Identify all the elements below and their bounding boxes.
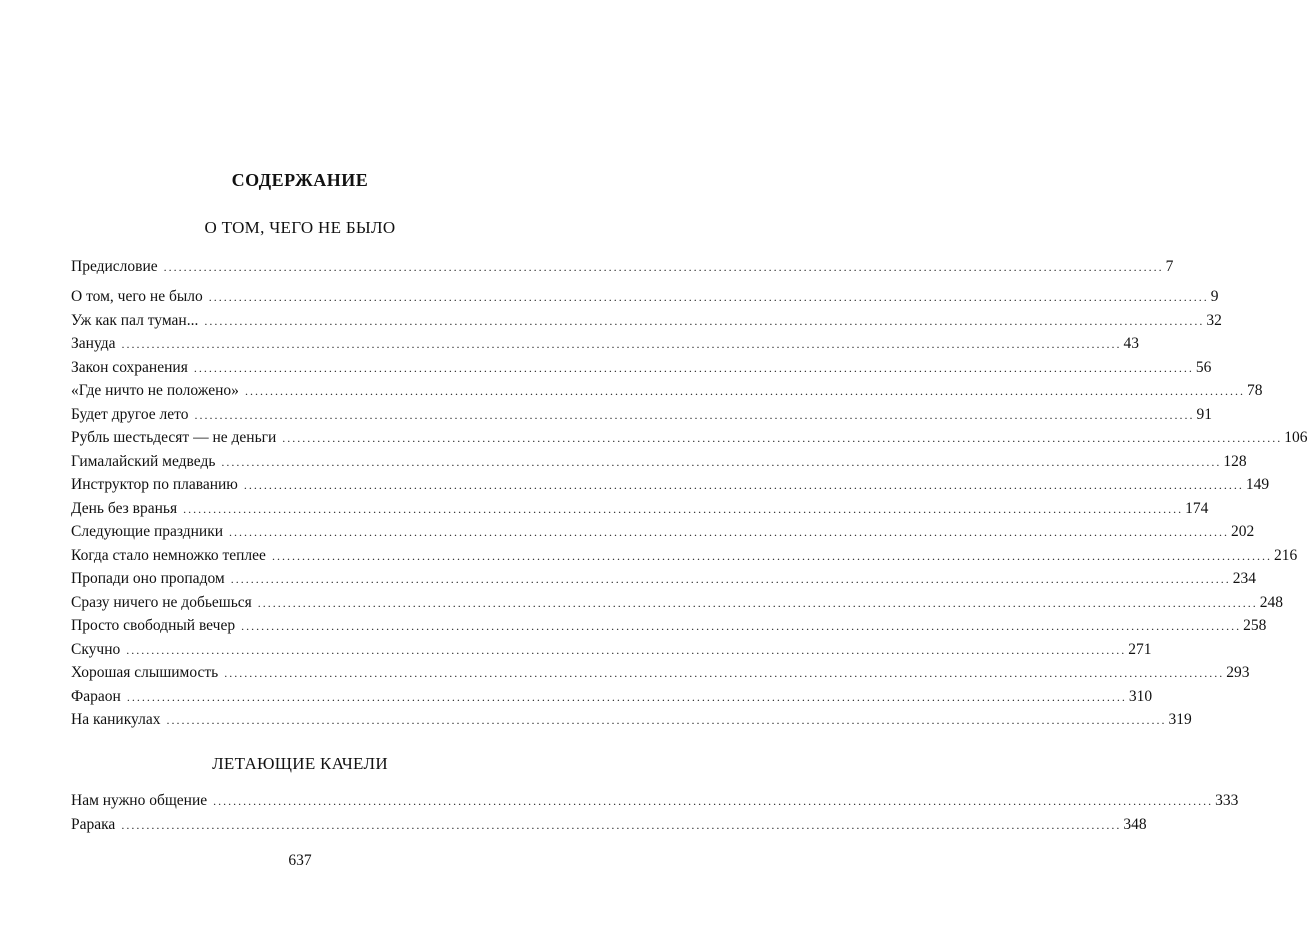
toc-entry-page: 202 bbox=[1231, 523, 1255, 540]
dot-leader: ........................................................................................................................................................................................................ bbox=[204, 313, 1205, 328]
toc-entry-page: 258 bbox=[1243, 617, 1267, 634]
toc-entry-title: Уж как пал туман... bbox=[71, 311, 199, 329]
toc-entry-page: 348 bbox=[1123, 816, 1147, 833]
toc-entry-title: Скучно bbox=[71, 640, 121, 658]
page-number: 637 bbox=[288, 852, 312, 869]
toc-entry-title: Будет другое лето bbox=[71, 405, 189, 423]
toc-entry-title: День без вранья bbox=[71, 499, 178, 517]
dot-leader: ........................................................................................................................................................................................................ bbox=[243, 478, 1244, 492]
dot-leader: ........................................................................................................................................................................................................ bbox=[230, 572, 1231, 586]
toc-entry-page: 91 bbox=[1196, 405, 1212, 423]
dot-leader: ........................................................................................................................................................................................................ bbox=[166, 713, 1167, 727]
toc-entry bbox=[71, 256, 1174, 278]
dot-leader: ........................................................................................................................................................................................................ bbox=[194, 407, 1195, 422]
toc-entry-page: 293 bbox=[1226, 664, 1250, 681]
toc-entry bbox=[71, 592, 1284, 614]
toc-entry bbox=[71, 662, 1250, 684]
dot-leader: ........................................................................................................................................................................................................ bbox=[183, 501, 1184, 516]
dot-leader: ........................................................................................................................................................................................................ bbox=[126, 642, 1127, 657]
toc-entry-page: 248 bbox=[1259, 593, 1284, 611]
toc-entry-title: Фараон bbox=[71, 687, 121, 705]
toc-entry-page: 78 bbox=[1246, 382, 1263, 399]
dot-leader: ........................................................................................................................................................................................................ bbox=[271, 548, 1272, 563]
section-title: ЛЕТАЮЩИЕ КАЧЕЛИ bbox=[212, 754, 388, 773]
toc-entry bbox=[71, 615, 1267, 637]
toc-entry bbox=[71, 521, 1255, 543]
toc-entry bbox=[71, 310, 1222, 332]
dot-leader: ........................................................................................................................................................................................................ bbox=[241, 619, 1242, 633]
section-title: О ТОМ, ЧЕГО НЕ БЫЛО bbox=[204, 218, 396, 237]
toc-entry-page: 32 bbox=[1206, 311, 1222, 329]
toc-entry bbox=[71, 404, 1212, 426]
dot-leader: ........................................................................................................................................................................................................ bbox=[208, 290, 1209, 304]
toc-entry-title: Предисловие bbox=[71, 258, 158, 275]
toc-entry bbox=[71, 790, 1239, 812]
toc-entry-page: 319 bbox=[1168, 711, 1192, 728]
toc-entry-title: Рарака bbox=[71, 816, 116, 833]
toc-entry-title: Когда стало немножко теплее bbox=[71, 546, 266, 564]
dot-leader: ........................................................................................................................................................................................................ bbox=[244, 384, 1245, 398]
toc-entry-title: Инструктор по плаванию bbox=[71, 476, 238, 493]
dot-leader: ........................................................................................................................................................................................................ bbox=[224, 666, 1225, 680]
toc-entry bbox=[71, 686, 1153, 708]
dot-leader: ........................................................................................................................................................................................................ bbox=[163, 260, 1164, 274]
toc-entry-title: Просто свободный вечер bbox=[71, 617, 236, 634]
toc-entry-page: 216 bbox=[1273, 546, 1298, 564]
dot-leader: ........................................................................................................................................................................................................ bbox=[229, 525, 1230, 539]
dot-leader: ........................................................................................................................................................................................................ bbox=[213, 794, 1214, 808]
toc-entry bbox=[71, 357, 1212, 379]
dot-leader: ........................................................................................................................................................................................................ bbox=[257, 595, 1258, 610]
toc-entry-title: Сразу ничего не добьешься bbox=[71, 593, 252, 611]
toc-entry-title: «Где ничто не положено» bbox=[71, 382, 239, 399]
toc-entry-page: 7 bbox=[1165, 258, 1174, 275]
toc-entry-title: Хорошая слышимость bbox=[71, 664, 219, 681]
toc-entry-page: 56 bbox=[1195, 358, 1212, 376]
toc-entry-title: На каникулах bbox=[71, 711, 161, 728]
toc-entry-title: Нам нужно общение bbox=[71, 792, 208, 809]
dot-leader: ........................................................................................................................................................................................................ bbox=[221, 454, 1222, 469]
toc-entry bbox=[71, 498, 1209, 520]
toc-entry-page: 9 bbox=[1210, 288, 1219, 305]
toc-entry bbox=[71, 451, 1247, 473]
toc-entry-page: 271 bbox=[1128, 640, 1152, 658]
toc-entry-title: Рубль шестьдесят — не деньги bbox=[71, 429, 277, 446]
toc-entry-title: Зануда bbox=[71, 335, 116, 352]
dot-leader: ........................................................................................................................................................................................................ bbox=[121, 337, 1122, 351]
toc-entry-page: 333 bbox=[1215, 792, 1239, 809]
toc-entry bbox=[71, 474, 1270, 496]
toc-entry-page: 234 bbox=[1232, 570, 1256, 587]
toc-entry-page: 128 bbox=[1223, 452, 1247, 470]
toc-entry-page: 149 bbox=[1245, 476, 1270, 493]
toc-entry bbox=[71, 380, 1263, 402]
toc-entry-page: 43 bbox=[1123, 335, 1139, 352]
toc-entry-title: Следующие праздники bbox=[71, 523, 224, 540]
toc-entry bbox=[71, 639, 1152, 661]
toc-entry-title: Пропади оно пропадом bbox=[71, 570, 225, 587]
toc-entry-title: Гималайский медведь bbox=[71, 452, 216, 470]
toc-entry bbox=[71, 545, 1298, 567]
toc-entry bbox=[71, 568, 1256, 590]
toc-entry bbox=[71, 709, 1192, 731]
toc-entry-page: 174 bbox=[1185, 499, 1209, 517]
dot-leader: ........................................................................................................................................................................................................ bbox=[193, 360, 1194, 375]
page-title: СОДЕРЖАНИЕ bbox=[231, 170, 369, 190]
toc-entry-page: 106 bbox=[1284, 429, 1308, 446]
dot-leader: ........................................................................................................................................................................................................ bbox=[121, 818, 1122, 832]
toc-entry bbox=[71, 333, 1139, 355]
toc-entry bbox=[71, 286, 1219, 308]
toc-entry-page: 310 bbox=[1128, 687, 1153, 705]
toc-entry bbox=[71, 814, 1147, 836]
toc-entry bbox=[71, 427, 1308, 449]
dot-leader: ........................................................................................................................................................................................................ bbox=[126, 689, 1127, 704]
toc-entry-title: Закон сохранения bbox=[71, 358, 188, 376]
toc-entry-title: О том, чего не было bbox=[71, 288, 203, 305]
dot-leader: ........................................................................................................................................................................................................ bbox=[282, 431, 1283, 445]
